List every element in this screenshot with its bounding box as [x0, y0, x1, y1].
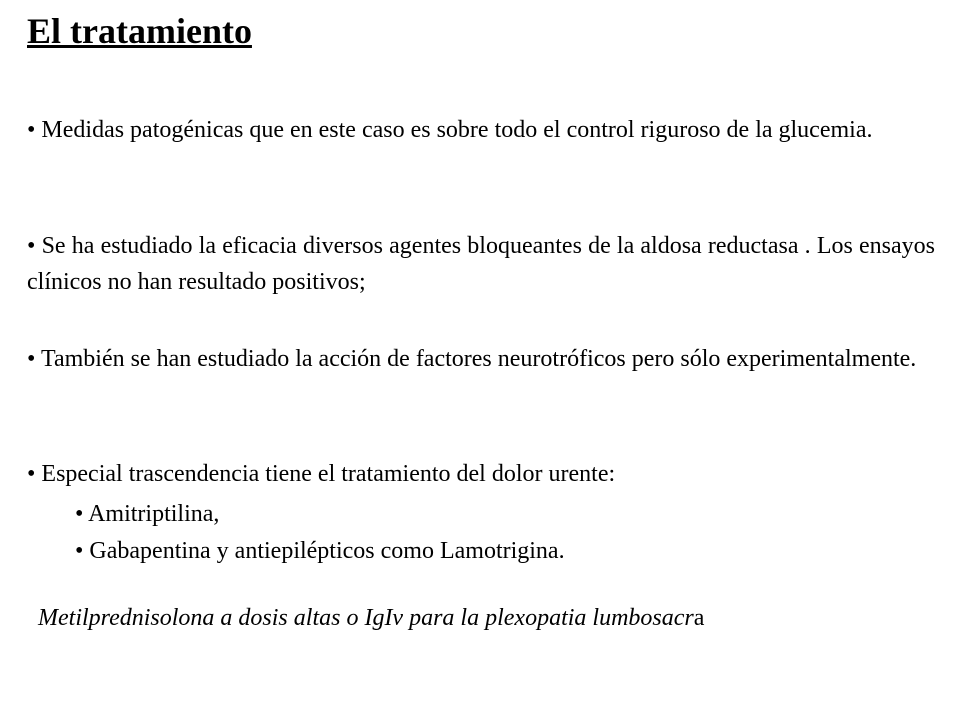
treatment-note: [38, 600, 704, 636]
slide-title: El tratamiento: [27, 11, 252, 51]
treatment-note-tail: a: [693, 605, 705, 631]
bullet-glucemia: • Medidas patogénicas que en este caso es sobre todo el control riguroso de la glucemia.: [27, 117, 873, 143]
treatment-note-italic: Metilprednisolona a dosis altas o IgIv para la plexopatia lumbosacr: [38, 605, 694, 631]
bullet-dolor-urente: • Especial trascendencia tiene el tratamiento del dolor urente:: [27, 461, 616, 487]
bullet-factores-neurotroficos: • También se han estudiado la acción de factores neurotróficos pero sólo experimentalmente.: [27, 346, 917, 372]
sub-bullet-amitriptilina: • Amitriptilina,: [75, 501, 220, 527]
sub-bullet-gabapentina: • Gabapentina y antiepilépticos como Lamotrigina.: [75, 538, 565, 564]
bullet-aldosa-reductasa: • Se ha estudiado la eficacia diversos agentes bloqueantes de la aldosa reductasa . Los ensayos clínicos no han resultado positivos;: [27, 233, 935, 295]
